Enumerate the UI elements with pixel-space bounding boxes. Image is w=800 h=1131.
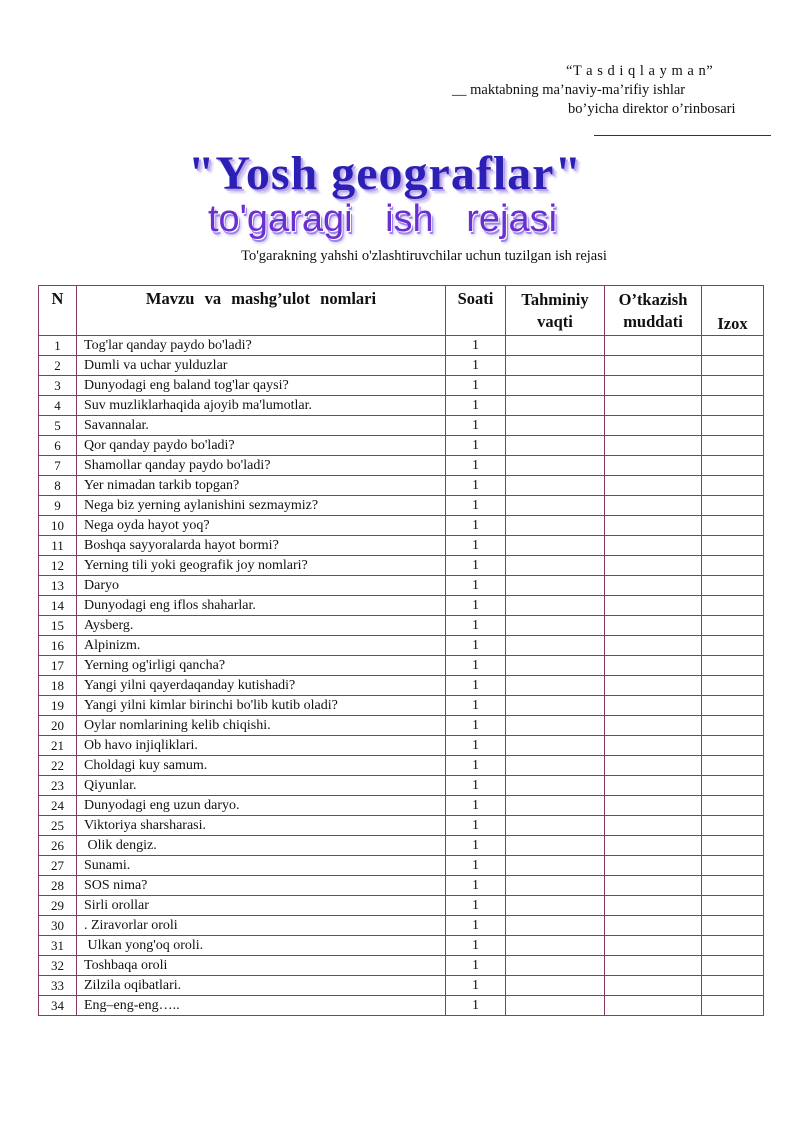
table-row bbox=[39, 596, 764, 616]
row-hours: 1 bbox=[446, 916, 506, 936]
row-estimated-time bbox=[506, 496, 605, 516]
row-note bbox=[702, 336, 764, 356]
table-row bbox=[39, 636, 764, 656]
row-hours: 1 bbox=[446, 836, 506, 856]
row-number: 21 bbox=[39, 736, 77, 756]
row-hours: 1 bbox=[446, 796, 506, 816]
row-note bbox=[702, 976, 764, 996]
table-row bbox=[39, 656, 764, 676]
table-header-row bbox=[39, 286, 764, 336]
row-estimated-time bbox=[506, 616, 605, 636]
row-topic: Aysberg. bbox=[77, 616, 446, 636]
row-note bbox=[702, 496, 764, 516]
row-note bbox=[702, 896, 764, 916]
row-number: 33 bbox=[39, 976, 77, 996]
row-topic: Yangi yilni qayerdaqanday kutishadi? bbox=[77, 676, 446, 696]
row-number: 14 bbox=[39, 596, 77, 616]
table-row bbox=[39, 476, 764, 496]
table-row bbox=[39, 756, 764, 776]
row-number: 34 bbox=[39, 996, 77, 1016]
row-estimated-time bbox=[506, 556, 605, 576]
row-number: 19 bbox=[39, 696, 77, 716]
row-duration bbox=[605, 996, 702, 1016]
row-topic: Sunami. bbox=[77, 856, 446, 876]
table-row bbox=[39, 936, 764, 956]
row-duration bbox=[605, 556, 702, 576]
table-row bbox=[39, 536, 764, 556]
row-note bbox=[702, 756, 764, 776]
row-hours: 1 bbox=[446, 556, 506, 576]
row-topic: Qiyunlar. bbox=[77, 776, 446, 796]
header-estimated-time: Tahminiy vaqti bbox=[506, 286, 605, 336]
approval-block bbox=[440, 62, 780, 136]
row-duration bbox=[605, 896, 702, 916]
row-number: 5 bbox=[39, 416, 77, 436]
table-row bbox=[39, 876, 764, 896]
row-duration bbox=[605, 376, 702, 396]
row-estimated-time bbox=[506, 856, 605, 876]
row-topic: Yerning og'irligi qancha? bbox=[77, 656, 446, 676]
row-hours: 1 bbox=[446, 696, 506, 716]
row-note bbox=[702, 816, 764, 836]
row-hours: 1 bbox=[446, 416, 506, 436]
row-number: 1 bbox=[39, 336, 77, 356]
row-hours: 1 bbox=[446, 896, 506, 916]
row-note bbox=[702, 436, 764, 456]
row-note bbox=[702, 996, 764, 1016]
table-row bbox=[39, 676, 764, 696]
row-note bbox=[702, 776, 764, 796]
table-row bbox=[39, 556, 764, 576]
row-hours: 1 bbox=[446, 876, 506, 896]
table-row bbox=[39, 796, 764, 816]
row-estimated-time bbox=[506, 376, 605, 396]
row-note bbox=[702, 536, 764, 556]
row-topic: Ob havo injiqliklari. bbox=[77, 736, 446, 756]
row-duration bbox=[605, 496, 702, 516]
row-duration bbox=[605, 356, 702, 376]
row-estimated-time bbox=[506, 916, 605, 936]
approval-position-line-2: bo’yicha direktor o’rinbosari bbox=[568, 101, 736, 117]
row-topic: Sirli orollar bbox=[77, 896, 446, 916]
row-duration bbox=[605, 616, 702, 636]
row-topic: Shamollar qanday paydo bo'ladi? bbox=[77, 456, 446, 476]
table-row bbox=[39, 916, 764, 936]
row-hours: 1 bbox=[446, 676, 506, 696]
row-hours: 1 bbox=[446, 356, 506, 376]
row-number: 2 bbox=[39, 356, 77, 376]
row-topic: Ulkan yong'oq oroli. bbox=[77, 936, 446, 956]
row-duration bbox=[605, 436, 702, 456]
row-estimated-time bbox=[506, 816, 605, 836]
row-hours: 1 bbox=[446, 616, 506, 636]
row-number: 25 bbox=[39, 816, 77, 836]
row-estimated-time bbox=[506, 696, 605, 716]
row-estimated-time bbox=[506, 836, 605, 856]
row-number: 9 bbox=[39, 496, 77, 516]
row-number: 18 bbox=[39, 676, 77, 696]
row-hours: 1 bbox=[446, 496, 506, 516]
row-topic: Dunyodagi eng uzun daryo. bbox=[77, 796, 446, 816]
row-duration bbox=[605, 776, 702, 796]
row-estimated-time bbox=[506, 896, 605, 916]
row-duration bbox=[605, 796, 702, 816]
row-hours: 1 bbox=[446, 336, 506, 356]
row-note bbox=[702, 516, 764, 536]
row-hours: 1 bbox=[446, 536, 506, 556]
row-number: 6 bbox=[39, 436, 77, 456]
table-row bbox=[39, 836, 764, 856]
row-topic: Boshqa sayyoralarda hayot bormi? bbox=[77, 536, 446, 556]
row-number: 8 bbox=[39, 476, 77, 496]
row-estimated-time bbox=[506, 996, 605, 1016]
row-number: 10 bbox=[39, 516, 77, 536]
table-row bbox=[39, 976, 764, 996]
row-duration bbox=[605, 516, 702, 536]
row-number: 15 bbox=[39, 616, 77, 636]
row-note bbox=[702, 836, 764, 856]
table-row bbox=[39, 376, 764, 396]
row-note bbox=[702, 356, 764, 376]
document-description: To'garakning yahshi o'zlashtiruvchilar uchun tuzilgan ish rejasi bbox=[241, 248, 607, 264]
row-topic: Olik dengiz. bbox=[77, 836, 446, 856]
row-note bbox=[702, 796, 764, 816]
table-row bbox=[39, 396, 764, 416]
row-duration bbox=[605, 836, 702, 856]
row-number: 7 bbox=[39, 456, 77, 476]
row-duration bbox=[605, 676, 702, 696]
row-hours: 1 bbox=[446, 436, 506, 456]
row-note bbox=[702, 476, 764, 496]
row-estimated-time bbox=[506, 676, 605, 696]
table-row bbox=[39, 416, 764, 436]
table-row bbox=[39, 516, 764, 536]
row-topic: Savannalar. bbox=[77, 416, 446, 436]
row-estimated-time bbox=[506, 776, 605, 796]
row-hours: 1 bbox=[446, 476, 506, 496]
row-hours: 1 bbox=[446, 716, 506, 736]
header-note: Izox bbox=[702, 286, 764, 336]
row-note bbox=[702, 676, 764, 696]
row-number: 31 bbox=[39, 936, 77, 956]
row-duration bbox=[605, 856, 702, 876]
row-note bbox=[702, 856, 764, 876]
row-estimated-time bbox=[506, 936, 605, 956]
header-topic: Mavzu va mashg’ulot nomlari bbox=[77, 286, 446, 336]
row-number: 28 bbox=[39, 876, 77, 896]
row-hours: 1 bbox=[446, 776, 506, 796]
row-note bbox=[702, 376, 764, 396]
row-hours: 1 bbox=[446, 736, 506, 756]
work-plan-table bbox=[38, 285, 764, 1016]
row-estimated-time bbox=[506, 476, 605, 496]
document-title: "Yosh geograflar" bbox=[187, 147, 583, 200]
row-estimated-time bbox=[506, 416, 605, 436]
document-subtitle: to'garagi ish rejasi bbox=[207, 198, 558, 240]
row-duration bbox=[605, 396, 702, 416]
row-number: 26 bbox=[39, 836, 77, 856]
row-duration bbox=[605, 756, 702, 776]
row-topic: Eng–eng-eng….. bbox=[77, 996, 446, 1016]
row-duration bbox=[605, 536, 702, 556]
row-estimated-time bbox=[506, 536, 605, 556]
table-row bbox=[39, 616, 764, 636]
row-topic: Choldagi kuy samum. bbox=[77, 756, 446, 776]
row-note bbox=[702, 916, 764, 936]
row-duration bbox=[605, 916, 702, 936]
row-number: 32 bbox=[39, 956, 77, 976]
row-note bbox=[702, 716, 764, 736]
row-number: 12 bbox=[39, 556, 77, 576]
row-estimated-time bbox=[506, 796, 605, 816]
row-estimated-time bbox=[506, 516, 605, 536]
row-duration bbox=[605, 976, 702, 996]
row-number: 27 bbox=[39, 856, 77, 876]
row-number: 11 bbox=[39, 536, 77, 556]
row-note bbox=[702, 636, 764, 656]
row-topic: Nega biz yerning aylanishini sezmaymiz? bbox=[77, 496, 446, 516]
row-duration bbox=[605, 456, 702, 476]
row-topic: Oylar nomlarining kelib chiqishi. bbox=[77, 716, 446, 736]
table-row bbox=[39, 356, 764, 376]
row-note bbox=[702, 956, 764, 976]
row-topic: Nega oyda hayot yoq? bbox=[77, 516, 446, 536]
table-row bbox=[39, 856, 764, 876]
row-estimated-time bbox=[506, 956, 605, 976]
header-number: N bbox=[39, 286, 77, 336]
row-estimated-time bbox=[506, 876, 605, 896]
row-duration bbox=[605, 696, 702, 716]
row-hours: 1 bbox=[446, 956, 506, 976]
row-duration bbox=[605, 596, 702, 616]
row-hours: 1 bbox=[446, 816, 506, 836]
row-note bbox=[702, 876, 764, 896]
row-estimated-time bbox=[506, 756, 605, 776]
row-number: 16 bbox=[39, 636, 77, 656]
row-number: 17 bbox=[39, 656, 77, 676]
row-duration bbox=[605, 876, 702, 896]
row-hours: 1 bbox=[446, 456, 506, 476]
row-estimated-time bbox=[506, 576, 605, 596]
row-note bbox=[702, 616, 764, 636]
header-duration: O’tkazish muddati bbox=[605, 286, 702, 336]
table-row bbox=[39, 436, 764, 456]
table-row bbox=[39, 336, 764, 356]
row-duration bbox=[605, 656, 702, 676]
row-note bbox=[702, 936, 764, 956]
row-duration bbox=[605, 816, 702, 836]
row-topic: Dumli va uchar yulduzlar bbox=[77, 356, 446, 376]
row-topic: Daryo bbox=[77, 576, 446, 596]
row-topic: Viktoriya sharsharasi. bbox=[77, 816, 446, 836]
row-estimated-time bbox=[506, 336, 605, 356]
table-row bbox=[39, 956, 764, 976]
row-number: 23 bbox=[39, 776, 77, 796]
row-estimated-time bbox=[506, 716, 605, 736]
row-estimated-time bbox=[506, 976, 605, 996]
signature-line bbox=[594, 125, 771, 136]
row-note bbox=[702, 556, 764, 576]
row-number: 13 bbox=[39, 576, 77, 596]
row-duration bbox=[605, 416, 702, 436]
row-topic: Tog'lar qanday paydo bo'ladi? bbox=[77, 336, 446, 356]
row-estimated-time bbox=[506, 436, 605, 456]
row-topic: Alpinizm. bbox=[77, 636, 446, 656]
row-estimated-time bbox=[506, 356, 605, 376]
table-row bbox=[39, 576, 764, 596]
row-estimated-time bbox=[506, 456, 605, 476]
row-topic: SOS nima? bbox=[77, 876, 446, 896]
row-number: 4 bbox=[39, 396, 77, 416]
table-row bbox=[39, 496, 764, 516]
table-row bbox=[39, 816, 764, 836]
row-note bbox=[702, 696, 764, 716]
row-number: 29 bbox=[39, 896, 77, 916]
row-note bbox=[702, 656, 764, 676]
table-body bbox=[39, 336, 764, 1016]
row-hours: 1 bbox=[446, 596, 506, 616]
row-topic: Dunyodagi eng iflos shaharlar. bbox=[77, 596, 446, 616]
row-hours: 1 bbox=[446, 516, 506, 536]
row-topic: Dunyodagi eng baland tog'lar qaysi? bbox=[77, 376, 446, 396]
row-estimated-time bbox=[506, 656, 605, 676]
row-duration bbox=[605, 476, 702, 496]
row-duration bbox=[605, 736, 702, 756]
row-duration bbox=[605, 716, 702, 736]
row-duration bbox=[605, 936, 702, 956]
row-number: 20 bbox=[39, 716, 77, 736]
row-hours: 1 bbox=[446, 996, 506, 1016]
row-note bbox=[702, 456, 764, 476]
approval-heading: “T a s d i q l a y m a n” bbox=[566, 63, 714, 79]
row-topic: Toshbaqa oroli bbox=[77, 956, 446, 976]
table-row bbox=[39, 896, 764, 916]
row-hours: 1 bbox=[446, 756, 506, 776]
row-number: 22 bbox=[39, 756, 77, 776]
row-estimated-time bbox=[506, 596, 605, 616]
row-note bbox=[702, 576, 764, 596]
row-hours: 1 bbox=[446, 376, 506, 396]
table-row bbox=[39, 456, 764, 476]
row-duration bbox=[605, 336, 702, 356]
approval-position-line: __ maktabning ma’naviy-ma’rifiy ishlar bbox=[452, 82, 686, 98]
row-estimated-time bbox=[506, 636, 605, 656]
table-row bbox=[39, 716, 764, 736]
row-note bbox=[702, 596, 764, 616]
header-hours: Soati bbox=[446, 286, 506, 336]
row-topic: Yangi yilni kimlar birinchi bo'lib kutib oladi? bbox=[77, 696, 446, 716]
row-topic: Yerning tili yoki geografik joy nomlari? bbox=[77, 556, 446, 576]
table-row bbox=[39, 996, 764, 1016]
table-row bbox=[39, 736, 764, 756]
row-estimated-time bbox=[506, 396, 605, 416]
table-row bbox=[39, 696, 764, 716]
row-duration bbox=[605, 636, 702, 656]
row-topic: Suv muzliklarhaqida ajoyib ma'lumotlar. bbox=[77, 396, 446, 416]
row-number: 3 bbox=[39, 376, 77, 396]
row-duration bbox=[605, 956, 702, 976]
row-hours: 1 bbox=[446, 636, 506, 656]
row-duration bbox=[605, 576, 702, 596]
row-topic: Zilzila oqibatlari. bbox=[77, 976, 446, 996]
row-note bbox=[702, 396, 764, 416]
row-hours: 1 bbox=[446, 656, 506, 676]
row-note bbox=[702, 416, 764, 436]
row-hours: 1 bbox=[446, 396, 506, 416]
row-number: 30 bbox=[39, 916, 77, 936]
row-number: 24 bbox=[39, 796, 77, 816]
row-hours: 1 bbox=[446, 576, 506, 596]
row-estimated-time bbox=[506, 736, 605, 756]
row-note bbox=[702, 736, 764, 756]
row-topic: Yer nimadan tarkib topgan? bbox=[77, 476, 446, 496]
row-hours: 1 bbox=[446, 936, 506, 956]
row-hours: 1 bbox=[446, 976, 506, 996]
row-hours: 1 bbox=[446, 856, 506, 876]
table-row bbox=[39, 776, 764, 796]
row-topic: . Ziravorlar oroli bbox=[77, 916, 446, 936]
row-topic: Qor qanday paydo bo'ladi? bbox=[77, 436, 446, 456]
